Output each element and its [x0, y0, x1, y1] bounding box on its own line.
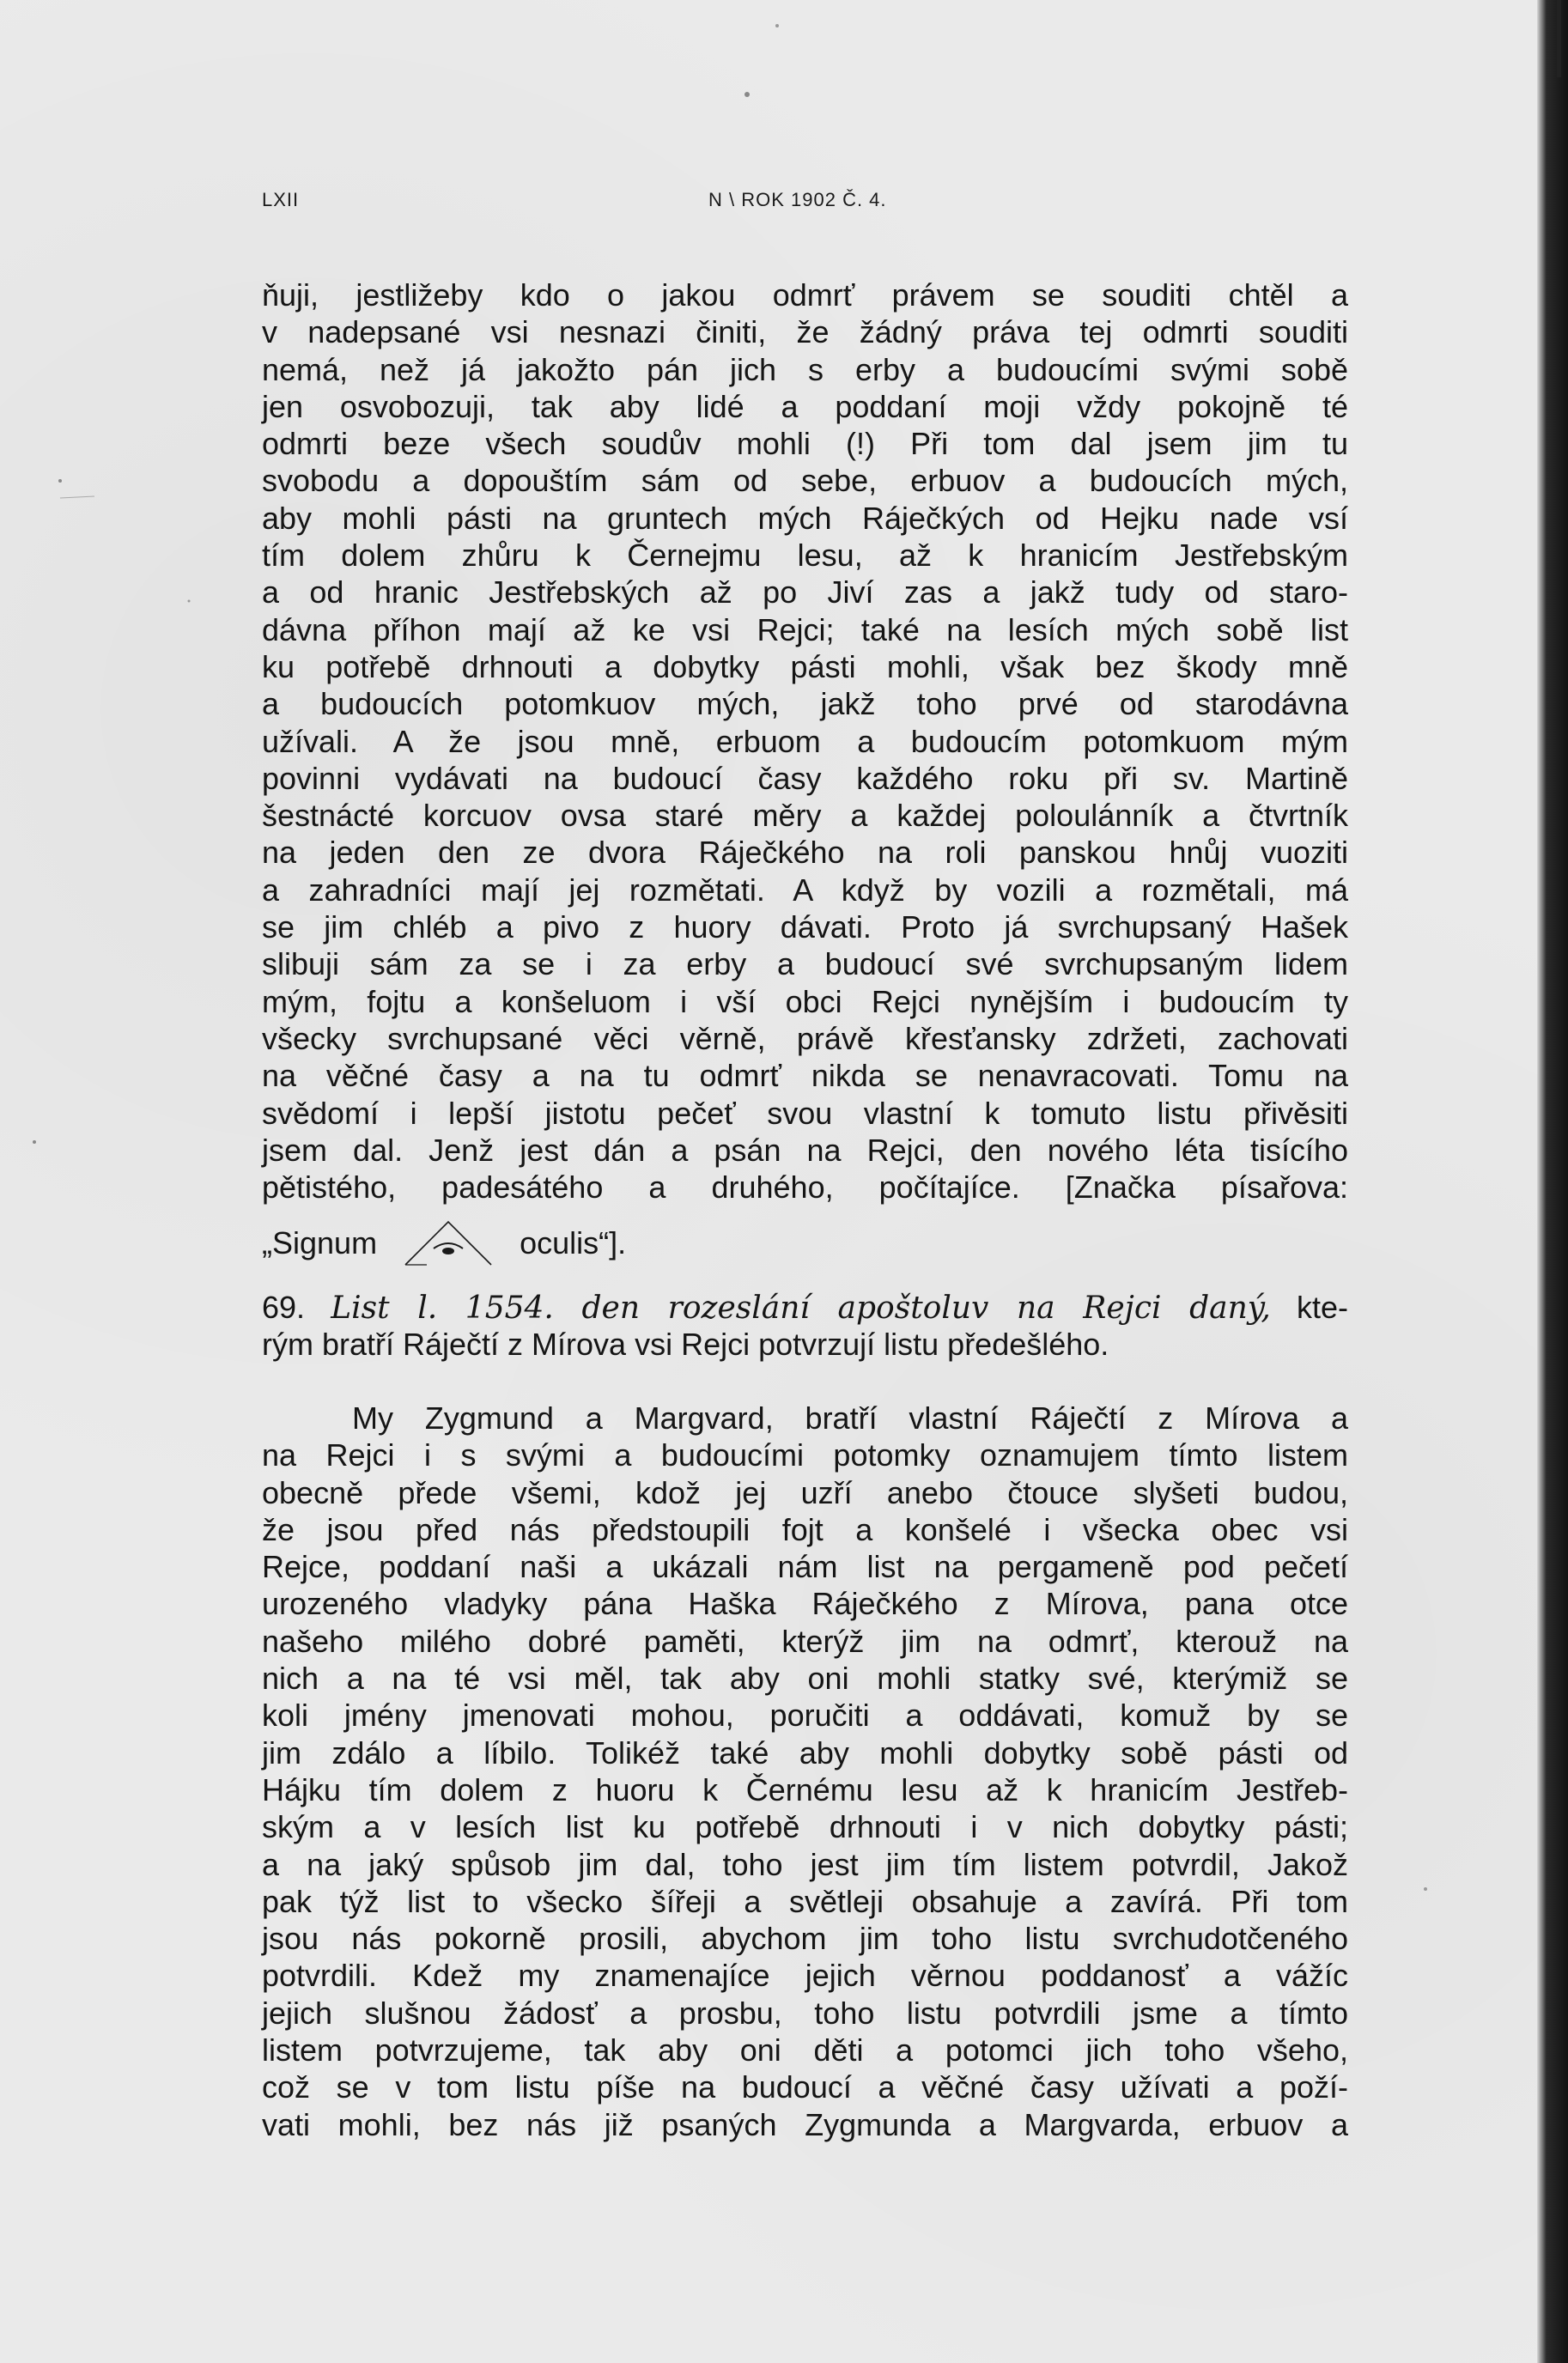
text-line: a zahradníci mají jej rozmětati. A když by vozili a rozmětali, má	[262, 872, 1348, 908]
page-folio: LXII	[262, 189, 300, 210]
paragraph-charter	[262, 1400, 1348, 2143]
document-title-fraktur: List l. 1554. den rozeslání apoštoluv na Rejci daný,	[331, 1291, 1271, 1326]
text-line: ským a v lesích list ku potřebě drhnouti i v nich dobytky pásti;	[262, 1809, 1348, 1845]
text-line: svědomí i lepší jistotu pečeť svou vlastní k tomuto listu přivěsiti	[262, 1095, 1348, 1131]
text-line: ňuji, jestližeby kdo o jakou odmrť právem se souditi chtěl a	[262, 277, 1348, 313]
text-line: jsou nás pokorně prosili, abychom jim toho listu svrchudotčeného	[262, 1921, 1348, 1957]
signum-text-after: oculis“].	[520, 1225, 627, 1260]
text-line: obecně přede všemi, kdož jej uzří anebo čtouce slyšeti budou,	[262, 1474, 1348, 1510]
heading-line-1	[262, 1288, 1348, 1325]
speck	[775, 24, 779, 27]
text-line: dávna příhon mají až ke vsi Rejci; také na lesích mých sobě list	[262, 611, 1348, 647]
text-line: což se v tom listu píše na budoucí a věčné časy užívati a poží-	[262, 2069, 1348, 2105]
text-line: se jim chléb a pivo z huory dávati. Proto já svrchupsaný Hašek	[262, 909, 1348, 945]
text-line: aby mohli pásti na gruntech mých Ráječkých od Hejku nade vsí	[262, 500, 1348, 536]
text-line: listem potvrzujeme, tak aby oni děti a potomci jich toho všeho,	[262, 2032, 1348, 2068]
scribe-signum	[262, 1218, 626, 1269]
scan-edge	[1537, 0, 1568, 2363]
text-line: pak týž list to všecko šířeji a světleji obsahuje a zavírá. Při tom	[262, 1883, 1348, 1919]
text-line: koli jmény jmenovati mohou, poručiti a oddávati, komuž by se	[262, 1698, 1348, 1734]
text-line: urozeného vladyky pána Haška Ráječkého z Mírova, pana otce	[262, 1586, 1348, 1622]
signum-text-before: „Signum	[262, 1225, 378, 1260]
text-line: všecky svrchupsané věci věrně, právě křesťansky zdržeti, zachovati	[262, 1020, 1348, 1056]
text-line: nemá, než já jakožto pán jich s erby a budoucími svými sobě	[262, 351, 1348, 387]
text-line: jen osvobozuji, tak aby lidé a poddaní moji vždy pokojně té	[262, 388, 1348, 424]
document-title-tail: kte-	[1297, 1290, 1349, 1325]
scan-edge-mark	[1557, 0, 1561, 77]
text-line: nich a na té vsi měl, tak aby oni mohli statky své, kterýmiž se	[262, 1661, 1348, 1697]
running-title: N \ ROK 1902 Č. 4.	[708, 189, 887, 210]
text-line: Rejce, poddaní naši a ukázali nám list na pergameně pod pečetí	[262, 1549, 1348, 1585]
page-header	[262, 189, 1348, 223]
speck	[58, 479, 62, 483]
text-line: Hájku tím dolem z huoru k Černému lesu až k hranicím Jestřeb-	[262, 1771, 1348, 1807]
text-line: tím dolem zhůru k Černejmu lesu, až k hranicím Jestřebským	[262, 538, 1348, 574]
speck	[1424, 1887, 1427, 1891]
text-line: povinni vydávati na budoucí časy každého roku při sv. Martině	[262, 760, 1348, 796]
text-line: že jsou před nás předstoupili fojt a konšelé i všecka obec vsi	[262, 1511, 1348, 1547]
speck	[744, 92, 750, 97]
text-line: ku potřebě drhnouti a dobytky pásti mohli, však bez škody mně	[262, 648, 1348, 684]
text-line: jejich slušnou žádosť a prosbu, toho listu potvrdili jsme a tímto	[262, 1995, 1348, 2031]
text-line: na věčné časy a na tu odmrť nikda se nenavracovati. Tomu na	[262, 1058, 1348, 1094]
text-line: našeho milého dobré paměti, kterýž jim na odmrť, kterouž na	[262, 1623, 1348, 1659]
text-line: na Rejci i s svými a budoucími potomky oznamujem tímto listem	[262, 1437, 1348, 1473]
document-number: 69.	[262, 1290, 306, 1325]
text-line: a od hranic Jestřebských až po Jiví zas a jakž tudy od staro-	[262, 574, 1348, 610]
text-line: potvrdili. Kdež my znamenajíce jejich věrnou poddanosť a vážíc	[262, 1958, 1348, 1994]
text-line: užívali. A že jsou mně, erbuom a budoucím potomkuom mým	[262, 723, 1348, 759]
text-line: na jeden den ze dvora Ráječkého na roli panskou hnůj vuoziti	[262, 835, 1348, 871]
heading-line-2: rým bratří Ráječtí z Mírova vsi Rejci potvrzují listu předešlého.	[262, 1327, 1109, 1363]
text-line: šestnácté korcuov ovsa staré měry a každej poloulánník a čtvrtník	[262, 798, 1348, 834]
text-line: jim zdálo a líbilo. Tolikéž také aby mohli dobytky sobě pásti od	[262, 1734, 1348, 1771]
text-line: svobodu a dopouštím sám od sebe, erbuov a budoucích mých,	[262, 463, 1348, 499]
text-line: v nadepsané vsi nesnazi činiti, že žádný práva tej odmrti souditi	[262, 314, 1348, 350]
text-line: a na jaký spůsob jim dal, toho jest jim tím listem potvrdil, Jakož	[262, 1846, 1348, 1882]
text-line: vati mohli, bez nás již psaných Zygmunda a Margvarda, erbuov a	[262, 2106, 1348, 2142]
text-line: pětistého, padesátého a druhého, počítajíce. [Značka písařova:	[262, 1169, 1348, 1206]
text-line: jsem dal. Jenž jest dán a psán na Rejci, den nového léta tisícího	[262, 1132, 1348, 1168]
text-line: My Zygmund a Margvard, bratří vlastní Ráječtí z Mírova a	[352, 1400, 1348, 1436]
text-line: a budoucích potomkuov mých, jakž toho prvé od starodávna	[262, 686, 1348, 722]
document-heading	[262, 1288, 1348, 1364]
speck	[188, 600, 191, 603]
scratch	[60, 496, 94, 498]
text-line: odmrti beze všech soudův mohli (!) Při tom dal jsem jim tu	[262, 426, 1348, 462]
eye-triangle-icon	[401, 1218, 495, 1269]
speck	[33, 1140, 36, 1144]
text-line: mým, fojtu a konšeluom i vší obci Rejci nynějším i budoucím ty	[262, 983, 1348, 1019]
text-line: slibuji sám za se i za erby a budoucí své svrchupsaným lidem	[262, 946, 1348, 982]
paragraph-continued	[262, 276, 1348, 1206]
